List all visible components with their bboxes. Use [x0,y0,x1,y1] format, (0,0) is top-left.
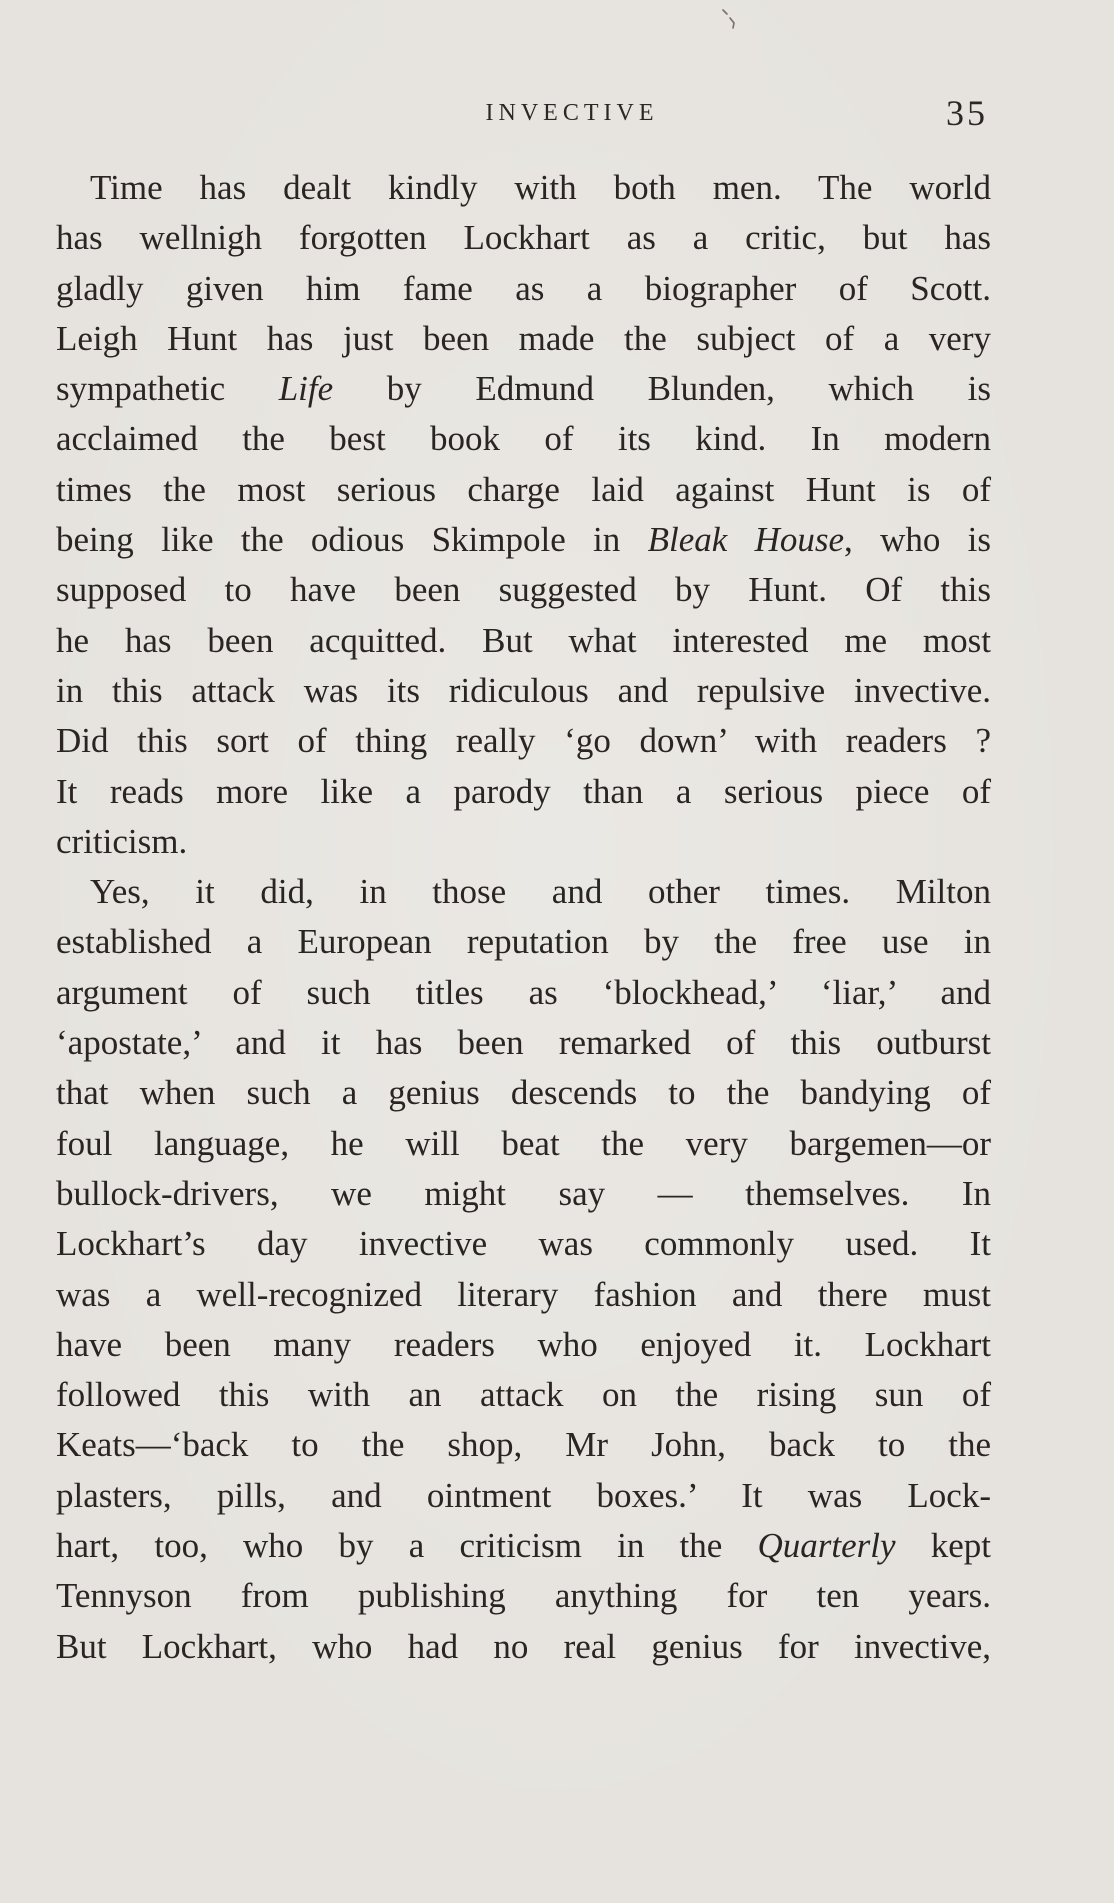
text-line: established a European reputation by the free use in [56,922,991,962]
italic-title: Life [278,369,334,409]
text-line: Leigh Hunt has just been made the subject of a very [56,318,991,358]
text-segment: by Edmund Blunden, which is [333,369,991,409]
text-line: acclaimed the best book of its kind. In modern [56,419,991,459]
text-segment: kept [895,1526,991,1566]
text-line: he has been acquitted. But what interested me most [56,620,991,660]
text-line: It reads more like a parody than a serious piece of [56,771,991,811]
text-line: criticism. [56,821,188,861]
text-line: gladly given him fame as a biographer of Scott. [56,268,991,308]
text-line: But Lockhart, who had no real genius for invective, [56,1626,991,1666]
text-line: bullock-drivers, we might say — themselves. In [56,1173,991,1213]
text-line [56,1521,991,1571]
paper-speck-mark [721,8,739,32]
text-line [56,364,991,414]
text-line: Lockhart’s day invective was commonly used. It [56,1224,991,1264]
text-line: Keats—‘back to the shop, Mr John, back to the [56,1425,991,1465]
text-line: Yes, it did, in those and other times. Milton [90,872,991,912]
body-text [56,163,991,1672]
text-line: has wellnigh forgotten Lockhart as a critic, but has [56,218,991,258]
text-line: plasters, pills, and ointment boxes.’ It was Lock- [56,1475,991,1515]
text-line: Time has dealt kindly with both men. The world [90,168,991,207]
text-segment: hart, too, who by a criticism in the [56,1526,758,1566]
text-line: followed this with an attack on the rising sun of [56,1375,991,1415]
text-line: was a well-recognized literary fashion and there must [56,1274,991,1314]
italic-title: Bleak House [647,520,845,560]
italic-title: Quarterly [757,1526,896,1566]
text-line [56,515,991,565]
text-line: that when such a genius descends to the bandying of [56,1073,991,1113]
text-segment: being like the odious Skimpole in [56,520,648,560]
page-number: 35 [946,93,988,133]
running-head-title: INVECTIVE [485,100,659,126]
text-line: ‘apostate,’ and it has been remarked of this outburst [56,1023,991,1063]
text-line: have been many readers who enjoyed it. Lockhart [56,1324,991,1364]
text-line: times the most serious charge laid against Hunt is of [56,469,991,509]
text-line: Did this sort of thing really ‘go down’ with readers ? [56,721,991,761]
text-line: in this attack was its ridiculous and repulsive invective. [56,670,991,710]
text-line: Tennyson from publishing anything for ten years. [56,1576,991,1616]
text-line: supposed to have been suggested by Hunt. Of this [56,570,991,610]
text-line: foul language, he will beat the very bargemen—or [56,1123,991,1163]
text-segment: , who is [844,520,992,560]
text-segment: sympathetic [56,369,279,409]
text-line: argument of such titles as ‘blockhead,’ ‘liar,’ and [56,972,991,1012]
